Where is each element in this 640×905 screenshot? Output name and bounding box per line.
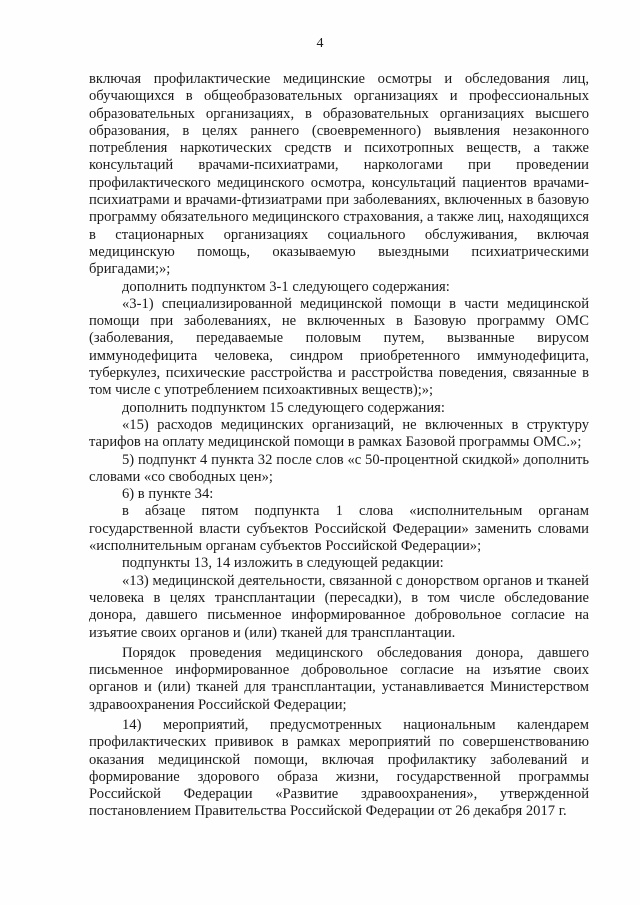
paragraph: «13) медицинской деятельности, связанной с донорством органов и тканей человека в целях трансплантации (пересадки), в том числе обследование донора, давшего письменное информированное добровольное согласие на изъятие своих органов и (или) тканей для трансплантации. bbox=[89, 572, 589, 641]
paragraph: включая профилактические медицинские осмотры и обследования лиц, обучающихся в общеобразовательных организациях и профессиональных образовательных организациях, в образовательных организациях высшего образования, в целях раннего (своевременного) выявления незаконного потребления наркотических средств и психотропных веществ, а также консультаций врачами-психиатрами, наркологами при проведении профилактического медицинского осмотра, консультаций пациентов врачами-психиатрами и врачами-фтизиатрами при заболеваниях, включенных в базовую программу обязательного медицинского страхования, а также лиц, находящихся в стационарных организациях социального обслуживания, включая медицинскую помощь, оказываемую выездными психиатрическими бригадами;»; bbox=[89, 71, 589, 278]
paragraph: дополнить подпунктом 15 следующего содержания: bbox=[122, 399, 445, 416]
paragraph: Порядок проведения медицинского обследования донора, давшего письменное информированное добровольное согласие на изъятие своих органов и (или) тканей для трансплантации, устанавливается Министерством здравоохранения Российской Федерации; bbox=[89, 644, 589, 713]
paragraph: 5) подпункт 4 пункта 32 после слов «с 50-процентной скидкой» дополнить словами «со свободных цен»; bbox=[89, 451, 589, 485]
paragraph: «3-1) специализированной медицинской помощи в части медицинской помощи при заболеваниях, не включенных в Базовую программу ОМС (заболевания, передаваемые половым путем, вызванные вирусом иммунодефицита человека, синдром приобретенного иммунодефицита, туберкулез, психические расстройства и расстройства поведения, связанные в том числе с употреблением психоактивных веществ);»; bbox=[89, 295, 589, 399]
paragraph: 14) мероприятий, предусмотренных национальным календарем профилактических прививок в рамках мероприятий по совершенствованию оказания медицинской помощи, включая профилактику заболеваний и формирование здорового образа жизни, государственной программы Российской Федерации «Развитие здравоохранения», утвержденной постановлением Правительства Российской Федерации от 26 декабря 2017 г. bbox=[89, 716, 589, 820]
paragraph: подпункты 13, 14 изложить в следующей редакции: bbox=[122, 555, 444, 572]
paragraph: 6) в пункте 34: bbox=[122, 486, 214, 503]
paragraph: «15) расходов медицинских организаций, не включенных в структуру тарифов на оплату медицинской помощи в рамках Базовой программы ОМС.»; bbox=[89, 416, 589, 451]
document-body bbox=[89, 71, 589, 821]
page-number: 4 bbox=[316, 36, 324, 51]
paragraph: в абзаце пятом подпункта 1 слова «исполнительным органам государственной власти субъектов Российской Федерации» заменить словами «исполнительным органам субъектов Российской Федерации»; bbox=[89, 503, 589, 555]
paragraph: дополнить подпунктом 3-1 следующего содержания: bbox=[122, 278, 450, 295]
